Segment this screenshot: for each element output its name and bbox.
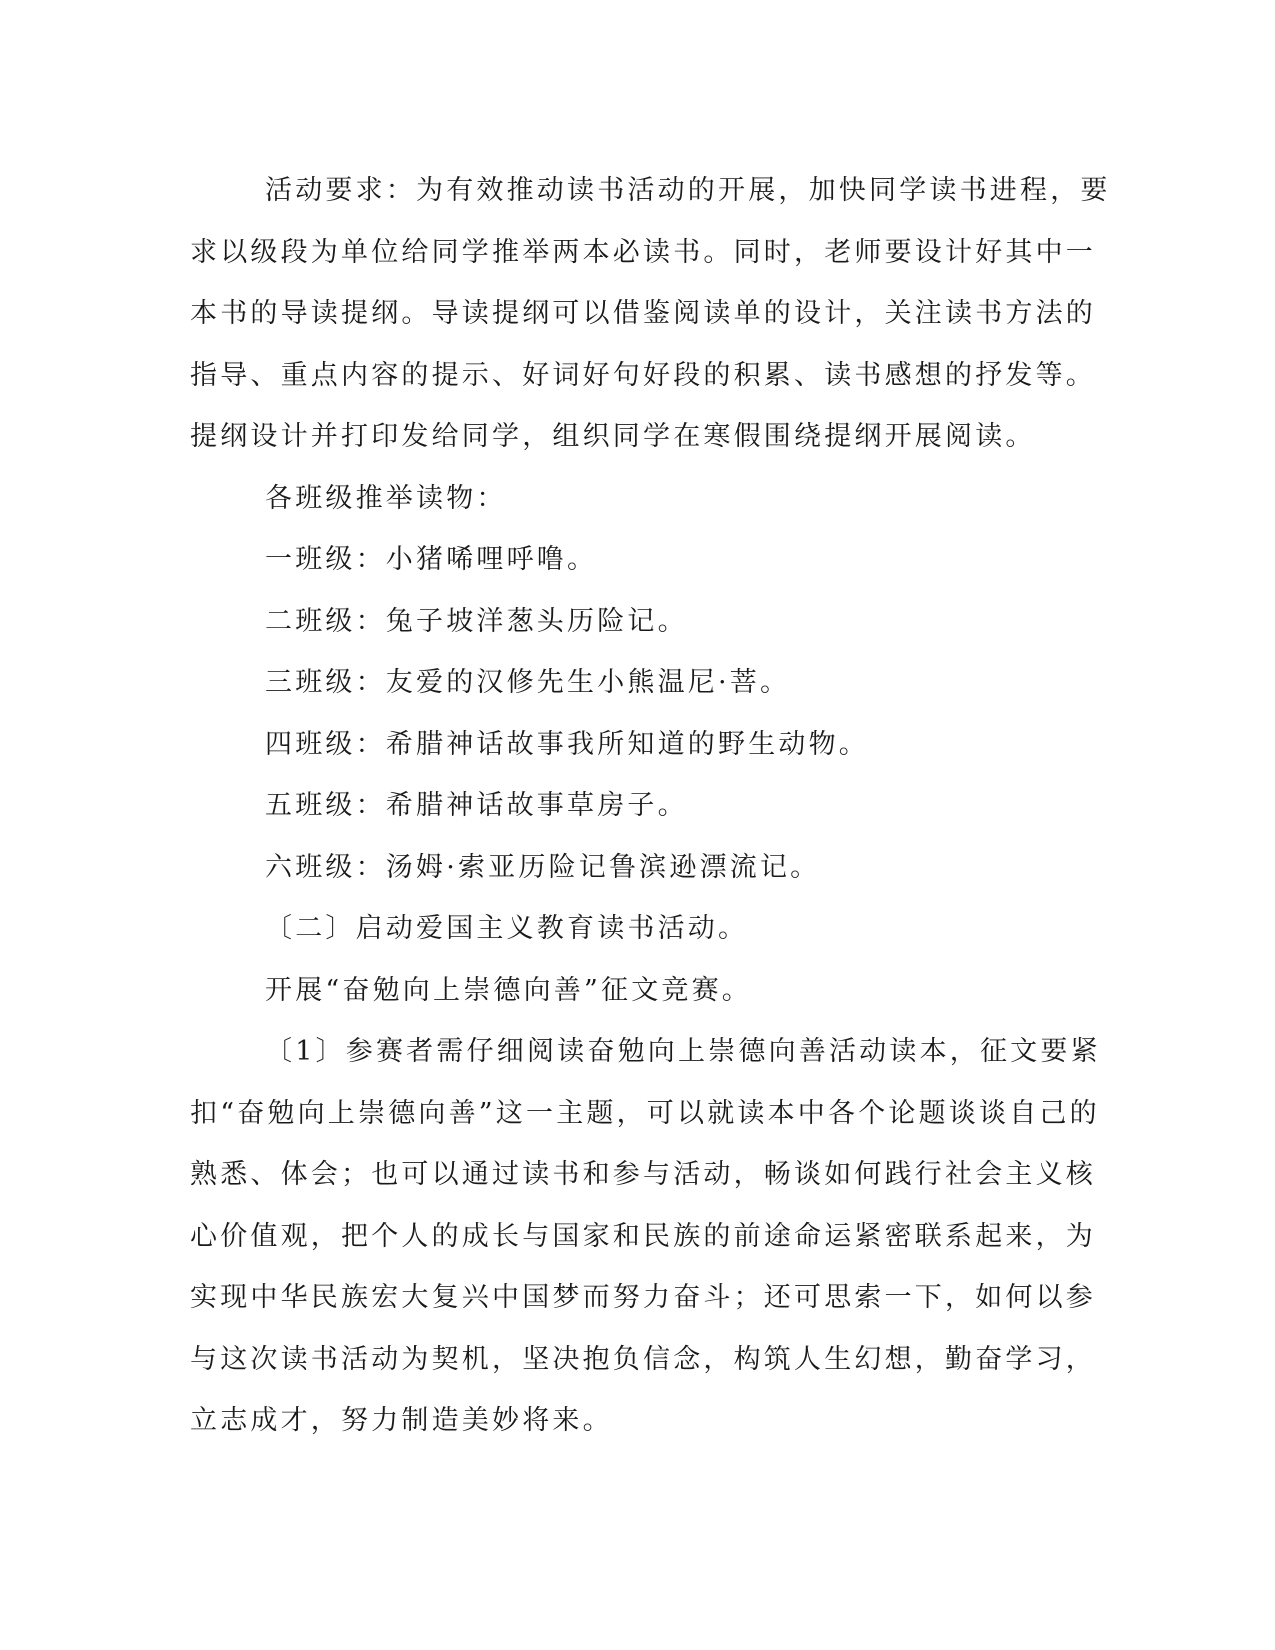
document-body [190,160,1111,1452]
class-6-reading: 六班级：汤姆·索亚历险记鲁滨逊漂流记。 [265,851,821,883]
text-line: 扣“奋勉向上崇德向善”这一主题，可以就读本中各个论题谈谈自己的 [190,1097,1100,1129]
text-line: 活动要求：为有效推动读书活动的开展，加快同学读书进程，要 [265,175,1111,206]
paragraph-item-1 [190,1021,1101,1452]
text-line: 〔1〕参赛者需仔细阅读奋勉向上崇德向善活动读本，征文要紧 [265,1036,1101,1067]
class-1-reading: 一班级：小猪唏哩呼噜。 [265,544,598,575]
section-heading-2: 〔二〕启动爱国主义教育读书活动。 [265,913,749,944]
text-line: 与这次读书活动为契机，坚决抱负信念，构筑人生幻想，勤奋学习， [190,1343,1096,1375]
class-4-reading: 四班级：希腊神话故事我所知道的野生动物。 [265,728,869,760]
text-line: 求以级段为单位给同学推举两本必读书。同时，老师要设计好其中一 [190,236,1096,268]
class-3-reading: 三班级：友爱的汉修先生小熊温尼·菩。 [265,667,791,698]
text-line: 指导、重点内容的提示、好词好句好段的积累、读书感想的抒发等。 [190,359,1096,391]
class-5-reading: 五班级：希腊神话故事草房子。 [265,790,688,821]
text-line: 心价值观，把个人的成长与国家和民族的前途命运紧密联系起来，为 [190,1220,1096,1252]
text-line: 熟悉、体会；也可以通过读书和参与活动，畅谈如何践行社会主义核 [190,1159,1096,1190]
essay-contest-heading: 开展“奋勉向上崇德向善”征文竞赛。 [265,974,753,1006]
text-line: 实现中华民族宏大复兴中国梦而努力奋斗；还可思索一下，如何以参 [190,1282,1096,1313]
class-2-reading: 二班级：兔子坡洋葱头历险记。 [265,605,688,637]
paragraph-activity-requirements [190,160,1111,468]
text-line: 提纲设计并打印发给同学，组织同学在寒假围绕提纲开展阅读。 [190,421,1036,452]
text-line: 立志成才，努力制造美妙将来。 [190,1405,613,1436]
text-line: 本书的导读提纲。导读提纲可以借鉴阅读单的设计，关注读书方法的 [190,298,1096,329]
recommended-readings-heading: 各班级推举读物： [265,482,507,514]
